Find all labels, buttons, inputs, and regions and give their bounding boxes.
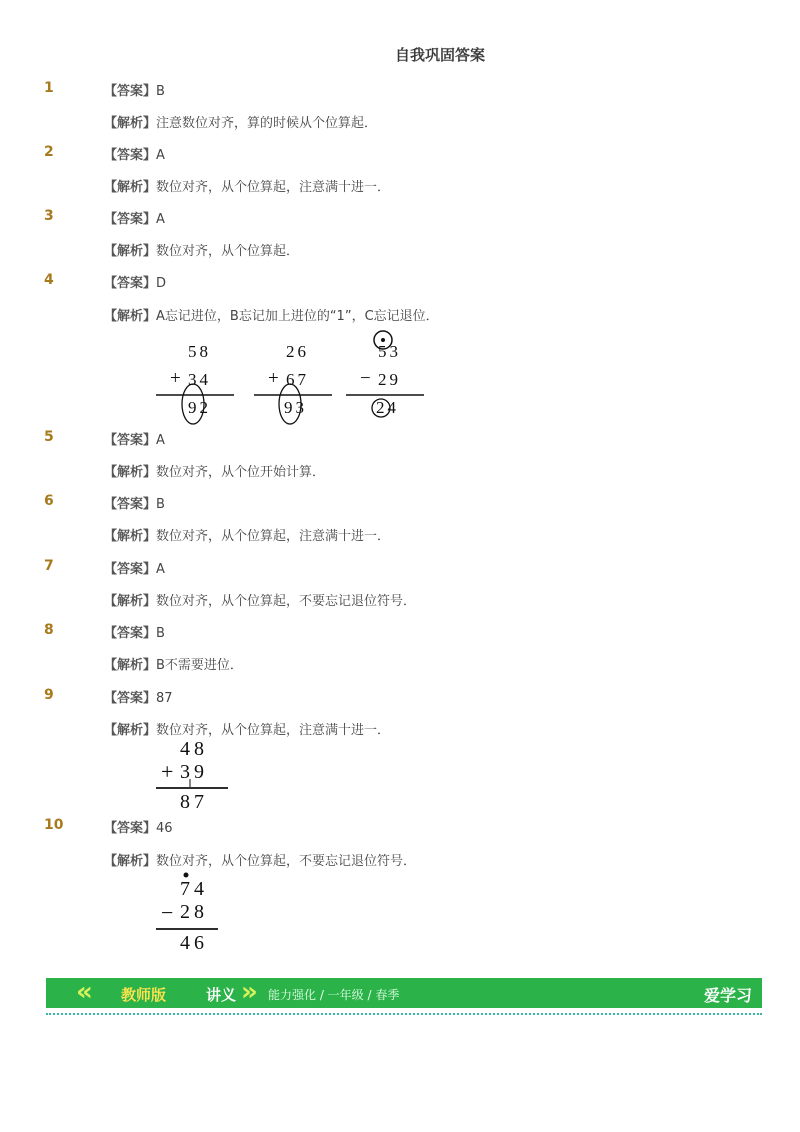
calc-top: 58	[188, 342, 211, 361]
footer-path: 能力强化 / 一年级 / 春季	[268, 988, 400, 1002]
explain-text: 数位对齐，从个位算起，注意满十进一．	[156, 180, 391, 195]
calc-second: 67	[286, 370, 309, 389]
calc-operator: −	[360, 368, 371, 389]
answer-value: D	[156, 276, 167, 291]
explain-label: 【解析】	[104, 244, 157, 259]
answer-line	[104, 144, 165, 163]
item-number: 8	[44, 622, 54, 638]
vertical-calc-9	[156, 738, 236, 816]
explain-line	[104, 850, 416, 869]
answer-line	[104, 208, 165, 227]
answer-line	[104, 817, 173, 836]
answer-value: A	[156, 562, 165, 577]
explain-line	[104, 654, 243, 673]
explain-text: 数位对齐，从个位算起，注意满十进一．	[156, 723, 391, 738]
answer-line	[104, 687, 173, 706]
explain-label: 【解析】	[104, 116, 157, 131]
calc-rule	[346, 330, 426, 425]
answer-label: 【答案】	[104, 212, 157, 227]
answer-label: 【答案】	[104, 821, 157, 836]
calc-second: 29	[378, 370, 401, 389]
explain-line	[104, 461, 325, 480]
answer-line	[104, 80, 165, 99]
calc-second: 28	[180, 901, 208, 923]
answer-line	[104, 272, 166, 291]
answer-value: B	[156, 497, 165, 512]
calc-top: 53	[378, 342, 401, 361]
explain-label: 【解析】	[104, 180, 157, 195]
answer-line	[104, 429, 165, 448]
calc-result: 24	[376, 398, 399, 417]
footer-label-b: 讲义	[206, 986, 237, 1004]
item-number: 5	[44, 429, 54, 445]
calc-top: 26	[286, 342, 309, 361]
explain-text: 数位对齐，从个位算起，注意满十进一．	[156, 529, 391, 544]
explain-line	[104, 525, 390, 544]
vertical-calc-10	[156, 868, 236, 958]
calc-result: 93	[284, 398, 307, 417]
calc-operator: +	[268, 368, 279, 389]
explain-label: 【解析】	[104, 723, 157, 738]
answer-label: 【答案】	[104, 691, 157, 706]
explain-label: 【解析】	[104, 465, 157, 480]
item-number: 9	[44, 687, 54, 703]
chevron-right-icon: »	[241, 977, 258, 1007]
explain-text: 数位对齐，从个位算起，不要忘记退位符号．	[156, 854, 417, 869]
explain-line	[104, 305, 439, 324]
item-number: 10	[44, 817, 64, 833]
answer-value: A	[156, 212, 165, 227]
explain-label: 【解析】	[104, 594, 157, 609]
answer-line	[104, 558, 165, 577]
explain-line	[104, 240, 299, 259]
calc-result: 46	[180, 932, 208, 954]
vertical-calc-c	[346, 330, 426, 425]
chevron-left-icon: «	[76, 977, 93, 1007]
calc-rule	[156, 868, 236, 958]
answer-line	[104, 622, 165, 641]
footer-banner	[46, 978, 762, 1008]
answer-label: 【答案】	[104, 497, 157, 512]
answer-label: 【答案】	[104, 84, 157, 99]
explain-label: 【解析】	[104, 658, 157, 673]
explain-text: 数位对齐，从个位算起，不要忘记退位符号．	[156, 594, 417, 609]
answer-value: 46	[156, 821, 173, 836]
explain-text: A忘记进位，B忘记加上进位的“1”，C忘记退位．	[156, 309, 439, 324]
explain-text: 数位对齐，从个位算起．	[156, 244, 300, 259]
vertical-calc-b	[254, 340, 334, 425]
item-number: 3	[44, 208, 54, 224]
calc-top: 74	[180, 878, 208, 900]
answer-label: 【答案】	[104, 626, 157, 641]
calc-second: 34	[188, 370, 211, 389]
answer-label: 【答案】	[104, 433, 157, 448]
explain-label: 【解析】	[104, 854, 157, 869]
explain-label: 【解析】	[104, 309, 157, 324]
item-number: 7	[44, 558, 54, 574]
calc-result: 87	[180, 791, 208, 813]
calc-rule	[156, 738, 236, 816]
explain-line	[104, 112, 377, 131]
answer-value: A	[156, 148, 165, 163]
explain-line	[104, 590, 416, 609]
calc-rule	[156, 340, 236, 425]
answer-value: 87	[156, 691, 173, 706]
explain-line	[104, 176, 390, 195]
footer-divider	[46, 1013, 762, 1015]
calc-operator: −	[161, 900, 174, 925]
item-number: 1	[44, 80, 54, 96]
calc-operator: +	[170, 368, 181, 389]
explain-text: 数位对齐，从个位开始计算．	[156, 465, 326, 480]
calc-rule	[254, 340, 334, 425]
calc-result: 92	[188, 398, 211, 417]
explain-label: 【解析】	[104, 529, 157, 544]
vertical-calc-a	[156, 340, 236, 425]
answer-value: B	[156, 626, 165, 641]
calc-top: 48	[180, 738, 208, 760]
answer-value: A	[156, 433, 165, 448]
answer-label: 【答案】	[104, 276, 157, 291]
explain-line	[104, 719, 390, 738]
answer-label: 【答案】	[104, 148, 157, 163]
answer-label: 【答案】	[104, 562, 157, 577]
item-number: 4	[44, 272, 54, 288]
calc-operator: +	[161, 759, 174, 784]
answer-line	[104, 493, 165, 512]
item-number: 2	[44, 144, 54, 160]
calc-second: 39	[180, 761, 208, 783]
page-title: 自我巩固答案	[394, 46, 485, 64]
footer-label-a: 教师版	[121, 986, 167, 1004]
item-number: 6	[44, 493, 54, 509]
answer-value: B	[156, 84, 165, 99]
explain-text: 注意数位对齐，算的时候从个位算起．	[156, 116, 378, 131]
brand-logo: 爱学习	[703, 986, 752, 1005]
explain-text: B不需要进位．	[156, 658, 243, 673]
